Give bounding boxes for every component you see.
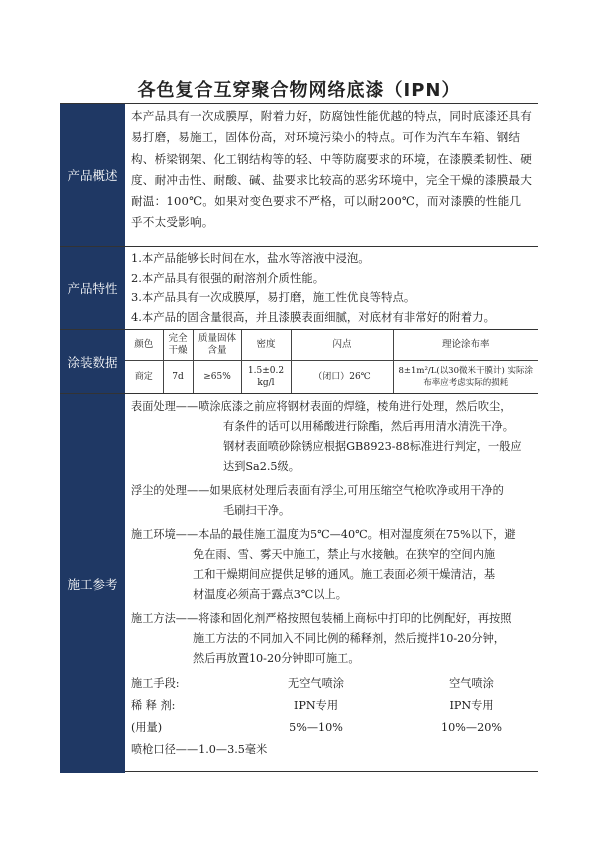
feature-item: 4.本产品的固含量很高，并且漆膜表面细腻，对底材有非常好的附着力。 — [131, 309, 495, 324]
coating-header-rate: 理论涂布率 — [393, 330, 538, 360]
env-line: 免在雨、雪、雾天中施工，禁止与水接触。在狭窄的空间内施 — [193, 548, 496, 561]
surface-line: 有条件的话可以用稀酸进行除酯，然后再用清水清洗干净。 — [223, 420, 514, 433]
amount-air: 10%—20% — [441, 721, 502, 734]
env-line: 本品的最佳施工温度为5℃—40℃。相对湿度须在75%以下，避 — [198, 528, 516, 541]
method-table — [131, 673, 532, 739]
method-line: 施工方法的不同加入不同比例的稀释剂，然后搅拌10-20分钟， — [193, 632, 505, 645]
coating-header-color: 颜色 — [125, 330, 163, 360]
dust-treatment — [131, 481, 532, 521]
section-label-construction: 施工参考 — [60, 394, 125, 773]
thinner-air: IPN专用 — [449, 699, 494, 712]
amount-airless: 5%—10% — [289, 721, 343, 734]
surface-treatment — [131, 397, 532, 477]
section-construction — [60, 394, 538, 773]
page-title: 各色复合互穿聚合物网络底漆（IPN） — [137, 80, 461, 101]
method-line: 然后再放置10-20分钟即可施工。 — [193, 652, 360, 665]
thinner-label: 稀 释 剂: — [131, 699, 176, 712]
coating-value-solid: ≥65% — [193, 360, 241, 393]
coating-header-flash: 闪点 — [291, 330, 393, 360]
method-heading: 施工方法—— — [131, 612, 199, 625]
feature-item: 3.本产品具有一次成膜厚，易打磨，施工性优良等特点。 — [131, 290, 416, 305]
coating-header-row — [125, 330, 538, 360]
features-list — [127, 247, 536, 329]
construction-environment — [131, 525, 532, 605]
section-label-features: 产品特性 — [60, 247, 125, 329]
coating-header-density: 密度 — [241, 330, 291, 360]
nozzle-size: 喷枪口径——1.0—3.5毫米 — [131, 743, 268, 756]
dust-line: 如果底材处理后表面有浮尘,可用压缩空气枪吹净或用干净的 — [209, 484, 504, 497]
method-line: 将漆和固化剂严格按照包装桶上商标中打印的比例配好，再按照 — [198, 612, 512, 625]
spec-sheet — [60, 103, 538, 772]
section-label-coating: 涂装数据 — [60, 330, 125, 393]
section-overview — [60, 104, 538, 247]
thinner-airless: IPN专用 — [293, 699, 339, 712]
env-heading: 施工环境—— — [131, 528, 199, 541]
amount-label: (用量) — [131, 721, 163, 734]
coating-header-dry: 完全干燥 — [163, 330, 193, 360]
coating-table — [125, 330, 538, 393]
env-line: 材温度必须高于露点3℃以上。 — [193, 588, 347, 601]
means-airless: 无空气喷涂 — [288, 677, 344, 690]
feature-item: 1.本产品能够长时间在水，盐水等溶液中浸泡。 — [131, 251, 370, 265]
surface-heading: 表面处理—— — [131, 400, 199, 413]
section-label-overview: 产品概述 — [60, 104, 125, 246]
feature-item: 2.本产品具有很强的耐溶剂介质性能。 — [131, 270, 325, 285]
coating-value-density: 1.5±0.2 kg/l — [241, 360, 291, 393]
coating-value-flash: （闭口）26℃ — [291, 360, 393, 393]
dust-line: 毛刷扫干净。 — [223, 504, 291, 517]
coating-value-dry: 7d — [163, 360, 193, 393]
overview-text: 本产品具有一次成膜厚，附着力好，防腐蚀性能优越的特点，同时底漆还具有易打磨，易施工，固体份高，对环境污染小的特点。可作为汽车车箱、钢结构、桥梁钢架、化工钢结构等的轻、中等防腐要求的环境，在漆膜柔韧性、硬度、耐冲击性、耐酸、碱、盐要求比较高的恶劣环境中，完全干燥的漆膜最大耐温：100℃。如果对变色要求不严格，可以耐200℃，而对漆膜的性能几乎不太受影响。 — [131, 109, 532, 230]
coating-value-row — [125, 360, 538, 393]
coating-value-rate: 8±1m²/L(以30微米干膜计) 实际涂布率应考虑实际的损耗 — [393, 360, 538, 393]
means-label: 施工手段: — [131, 677, 180, 690]
surface-line: 钢材表面喷砂除锈应根据GB8923-88标准进行判定，一般应 — [223, 440, 522, 453]
surface-line: 喷涂底漆之前应将钢材表面的焊缝，棱角进行处理，然后吹尘， — [198, 400, 512, 413]
construction-method — [131, 609, 532, 669]
section-coating — [60, 330, 538, 394]
coating-value-color: 商定 — [125, 360, 163, 393]
surface-line: 达到Sa2.5级。 — [223, 460, 300, 473]
construction-body — [127, 394, 536, 773]
env-line: 工和干燥期间应提供足够的通风。施工表面必须干燥清洁，基 — [193, 568, 496, 581]
means-air: 空气喷涂 — [449, 677, 494, 690]
dust-heading: 浮尘的处理—— — [131, 484, 210, 497]
section-features — [60, 247, 538, 330]
coating-header-solid: 质量固体含量 — [193, 330, 241, 360]
